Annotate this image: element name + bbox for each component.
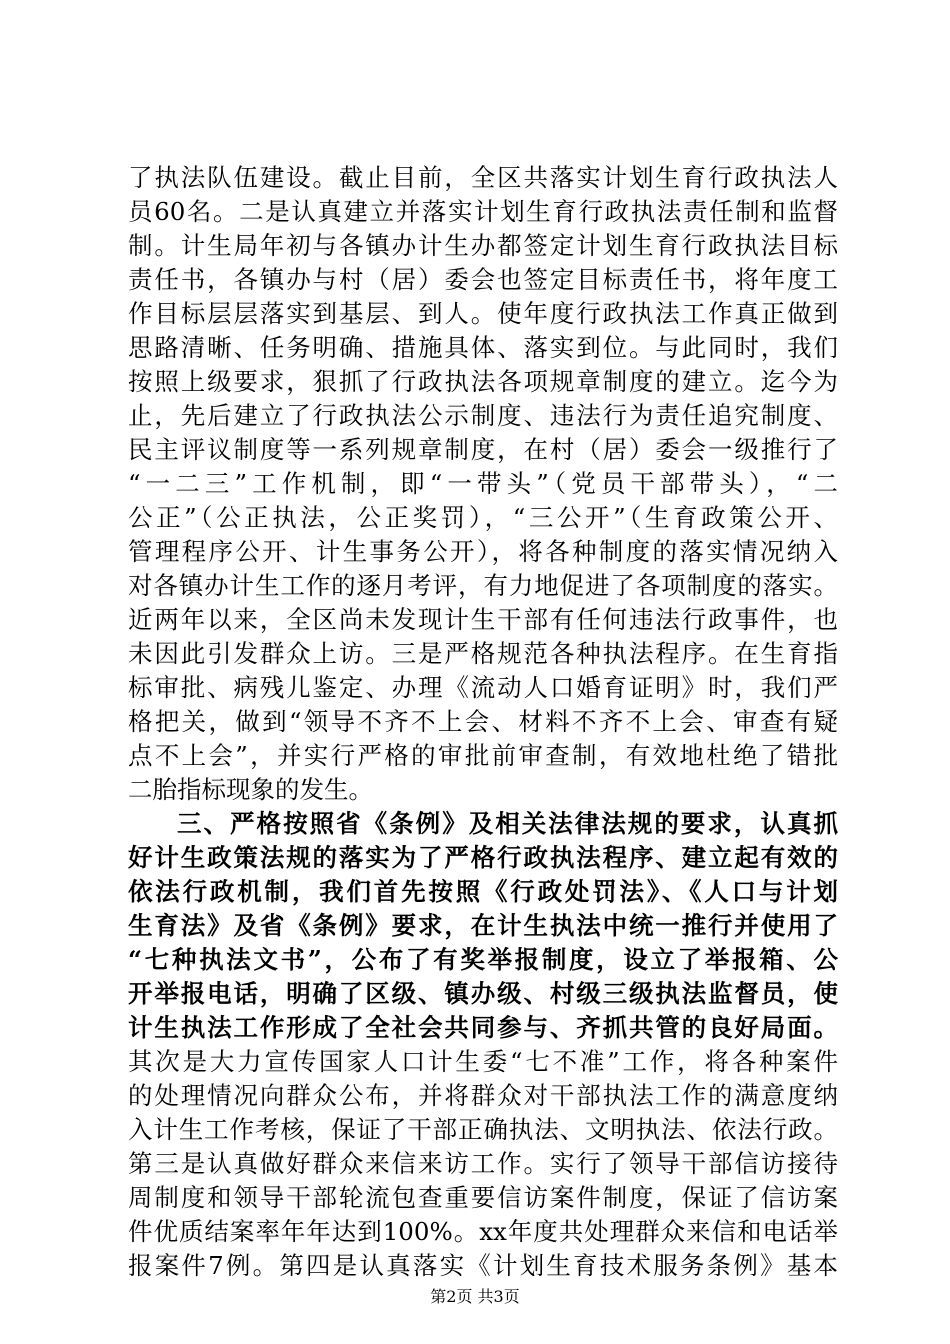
text-line: 民主评议制度等一系列规章制度，在村（居）委会一级推行了	[128, 435, 838, 464]
text-line: 其次是大力宣传国家人口计生委“七不准”工作，将各种案件	[128, 1047, 838, 1076]
text-line: “一二三”工作机制，即“一带头”（党员干部带头），“二	[128, 469, 838, 498]
text-line: 公正”（公正执法，公正奖罚），“三公开”（生育政策公开、	[128, 503, 838, 532]
text-line: 计生执法工作形成了全社会共同参与、齐抓共管的良好局面。	[128, 1013, 838, 1042]
text-line: 格把关，做到“领导不齐不上会、材料不齐不上会、审查有疑	[128, 707, 838, 736]
text-line: 件优质结案率年年达到100%。xx年度共处理群众来信和电话举	[128, 1217, 838, 1246]
text-line: 报案件7例。第四是认真落实《计划生育技术服务条例》基本	[128, 1251, 838, 1280]
text-line: 入计生工作考核，保证了干部正确执法、文明执法、依法行政。	[128, 1115, 838, 1144]
text-line: 了执法队伍建设。截止目前，全区共落实计划生育行政执法人	[128, 163, 838, 192]
page-number-footer: 第2页 共3页	[430, 1287, 520, 1306]
text-line: 第三是认真做好群众来信来访工作。实行了领导干部信访接待	[128, 1149, 838, 1178]
text-line: 近两年以来，全区尚未发现计生干部有任何违法行政事件，也	[128, 605, 838, 634]
text-line: 作目标层层落实到基层、到人。使年度行政执法工作真正做到	[128, 299, 838, 328]
text-line: 责任书，各镇办与村（居）委会也签定目标责任书，将年度工	[128, 265, 838, 294]
text-line: 未因此引发群众上访。三是严格规范各种执法程序。在生育指	[128, 639, 838, 668]
text-line: 好计生政策法规的落实为了严格行政执法程序、建立起有效的	[128, 843, 838, 872]
document-body	[128, 161, 838, 1283]
text-line: 生育法》及省《条例》要求，在计生执法中统一推行并使用了	[128, 911, 838, 940]
text-line: 的处理情况向群众公布，并将群众对干部执法工作的满意度纳	[128, 1081, 838, 1110]
text-line: 标审批、病残儿鉴定、办理《流动人口婚育证明》时，我们严	[128, 673, 838, 702]
text-line: 点不上会”，并实行严格的审批前审查制，有效地杜绝了错批	[128, 741, 838, 770]
text-line: 二胎指标现象的发生。	[128, 775, 373, 804]
paragraph-2-section-heading	[128, 807, 838, 1045]
paragraph-3	[128, 1045, 838, 1283]
text-line: 对各镇办计生工作的逐月考评，有力地促进了各项制度的落实。	[128, 571, 838, 600]
text-line: 周制度和领导干部轮流包查重要信访案件制度，保证了信访案	[128, 1183, 838, 1212]
text-line: 按照上级要求，狠抓了行政执法各项规章制度的建立。迄今为	[128, 367, 838, 396]
text-line: 止，先后建立了行政执法公示制度、违法行为责任追究制度、	[128, 401, 838, 430]
text-line: “七种执法文书”，公布了有奖举报制度，设立了举报箱、公	[128, 945, 838, 974]
text-line: 管理程序公开、计生事务公开），将各种制度的落实情况纳入	[128, 537, 838, 566]
text-line: 依法行政机制，我们首先按照《行政处罚法》、《人口与计划	[128, 877, 838, 906]
text-line: 制。计生局年初与各镇办计生办都签定计划生育行政执法目标	[128, 231, 838, 260]
paragraph-1	[128, 161, 838, 807]
text-line: 思路清晰、任务明确、措施具体、落实到位。与此同时，我们	[128, 333, 838, 362]
text-line: 员60名。二是认真建立并落实计划生育行政执法责任制和监督	[128, 197, 838, 226]
text-line: 开举报电话，明确了区级、镇办级、村级三级执法监督员，使	[128, 979, 838, 1008]
text-line: 三、严格按照省《条例》及相关法律法规的要求，认真抓	[177, 809, 838, 838]
